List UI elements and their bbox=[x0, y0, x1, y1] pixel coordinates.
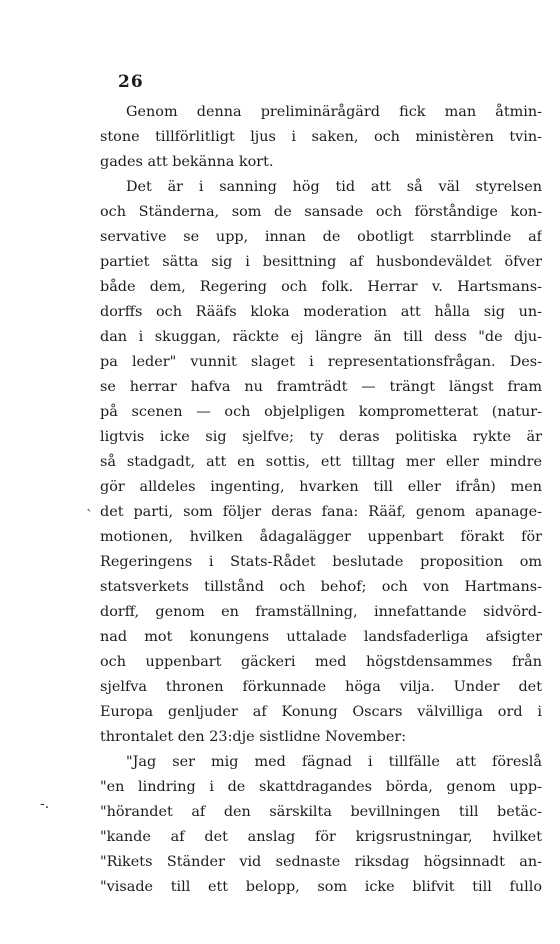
page-number: 26 bbox=[118, 72, 144, 92]
text-line: och uppenbart gäckeri med högstdensammes från bbox=[100, 654, 542, 670]
text-line: gades att bekänna kort. bbox=[100, 154, 274, 170]
body-text bbox=[100, 100, 542, 900]
text-line: "kande af det anslag för krigsrustningar, hvilket bbox=[100, 829, 542, 845]
text-line: "en lindring i de skattdragandes börda, genom upp- bbox=[100, 779, 542, 795]
text-line: statsverkets tillstånd och behof; och von Hartmans- bbox=[100, 579, 542, 595]
margin-mark: -. bbox=[40, 796, 50, 812]
text-line: Det är i sanning hög tid att så väl styrelsen bbox=[126, 179, 542, 195]
text-line: på scenen — och objelpligen komprometterat (natur- bbox=[100, 404, 542, 420]
text-line: sjelfva thronen förkunnade höga vilja. Under det bbox=[100, 679, 542, 695]
text-line: det parti, som följer deras fana: Rääf, genom apanage- bbox=[100, 504, 542, 520]
text-line: pa leder" vunnit slaget i representationsfrågan. Des- bbox=[100, 354, 542, 370]
text-line: "Rikets Ständer vid sednaste riksdag högsinnadt an- bbox=[100, 854, 542, 870]
text-line: både dem, Regering och folk. Herrar v. Hartsmans- bbox=[100, 279, 542, 295]
text-line: se herrar hafva nu framträdt — trängt längst fram bbox=[100, 379, 542, 395]
text-line: nad mot konungens uttalade landsfaderliga afsigter bbox=[100, 629, 542, 645]
text-line: stone tillförlitligt ljus i saken, och ministèren tvin- bbox=[100, 129, 542, 145]
text-line: partiet sätta sig i besittning af husbondeväldet öfver bbox=[100, 254, 542, 270]
text-line: dorff, genom en framställning, innefattande sidvörd- bbox=[100, 604, 542, 620]
margin-mark: ` bbox=[86, 508, 93, 524]
text-line: throntalet den 23:dje sistlidne November: bbox=[100, 729, 407, 745]
text-line: gör alldeles ingenting, hvarken till eller ifrån) men bbox=[100, 479, 542, 495]
text-line: "Jag ser mig med fägnad i tillfälle att föreslå bbox=[126, 754, 542, 770]
text-line: så stadgadt, att en sottis, ett tilltag mer eller mindre bbox=[100, 454, 542, 470]
text-line: och Ständerna, som de sansade och förståndige kon- bbox=[100, 204, 542, 220]
text-line: Regeringens i Stats-Rådet beslutade proposition om bbox=[100, 554, 542, 570]
text-line: "visade till ett belopp, som icke blifvit till fullo bbox=[100, 879, 542, 895]
text-line: servative se upp, innan de obotligt starrblinde af bbox=[100, 229, 542, 245]
text-line: Europa genljuder af Konung Oscars välvilliga ord i bbox=[100, 704, 542, 720]
text-line: "hörandet af den särskilta bevillningen till betäc- bbox=[100, 804, 542, 820]
text-line: Genom denna preliminärågärd fick man åtmin- bbox=[126, 104, 542, 120]
text-line: dan i skuggan, räckte ej längre än till dess "de dju- bbox=[100, 329, 542, 345]
text-line: dorffs och Rääfs kloka moderation att hålla sig un- bbox=[100, 304, 542, 320]
text-line: motionen, hvilken ådagalägger uppenbart förakt för bbox=[100, 529, 542, 545]
text-line: ligtvis icke sig sjelfve; ty deras politiska rykte är bbox=[100, 429, 542, 445]
